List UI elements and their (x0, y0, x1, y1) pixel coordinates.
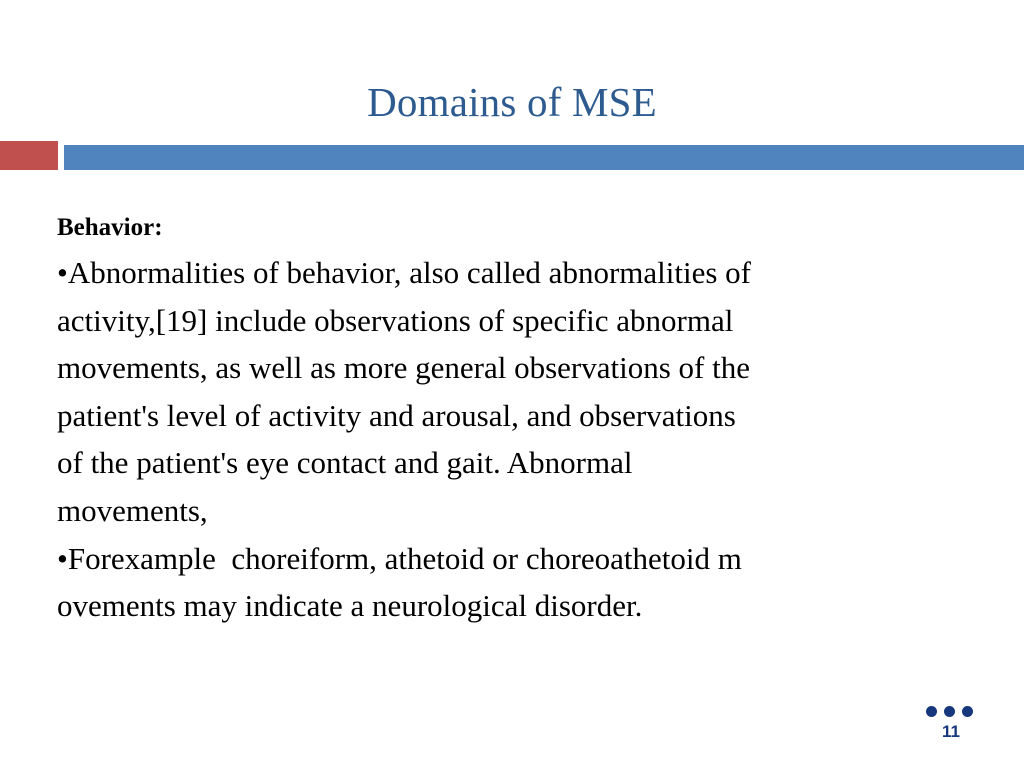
page-title: Domains of MSE (367, 79, 657, 125)
title-rule-blue-bar (64, 145, 1024, 170)
body-line: movements, as well as more general observations of the (57, 350, 750, 386)
body-content (57, 206, 987, 630)
body-line: •Forexample choreiform, athetoid or choreoathetoid m (57, 540, 742, 576)
dot-icon (962, 706, 973, 717)
body-line: movements, (57, 492, 208, 528)
body-line: •Abnormalities of behavior, also called abnormalities of (57, 255, 751, 290)
body-heading: Behavior: (57, 214, 163, 241)
body-line: activity,[19] include observations of specific abnormal (57, 302, 734, 338)
page-number: 11 (942, 722, 960, 741)
body-line: ovements may indicate a neurological disorder. (57, 588, 643, 624)
title-rule-red-block (0, 141, 58, 170)
dot-icon (926, 706, 937, 717)
dot-icon (944, 706, 955, 717)
body-line: of the patient's eye contact and gait. Abnormal (57, 445, 633, 481)
footer-dots-decoration (926, 704, 986, 718)
body-line: patient's level of activity and arousal, and observations (57, 397, 736, 433)
